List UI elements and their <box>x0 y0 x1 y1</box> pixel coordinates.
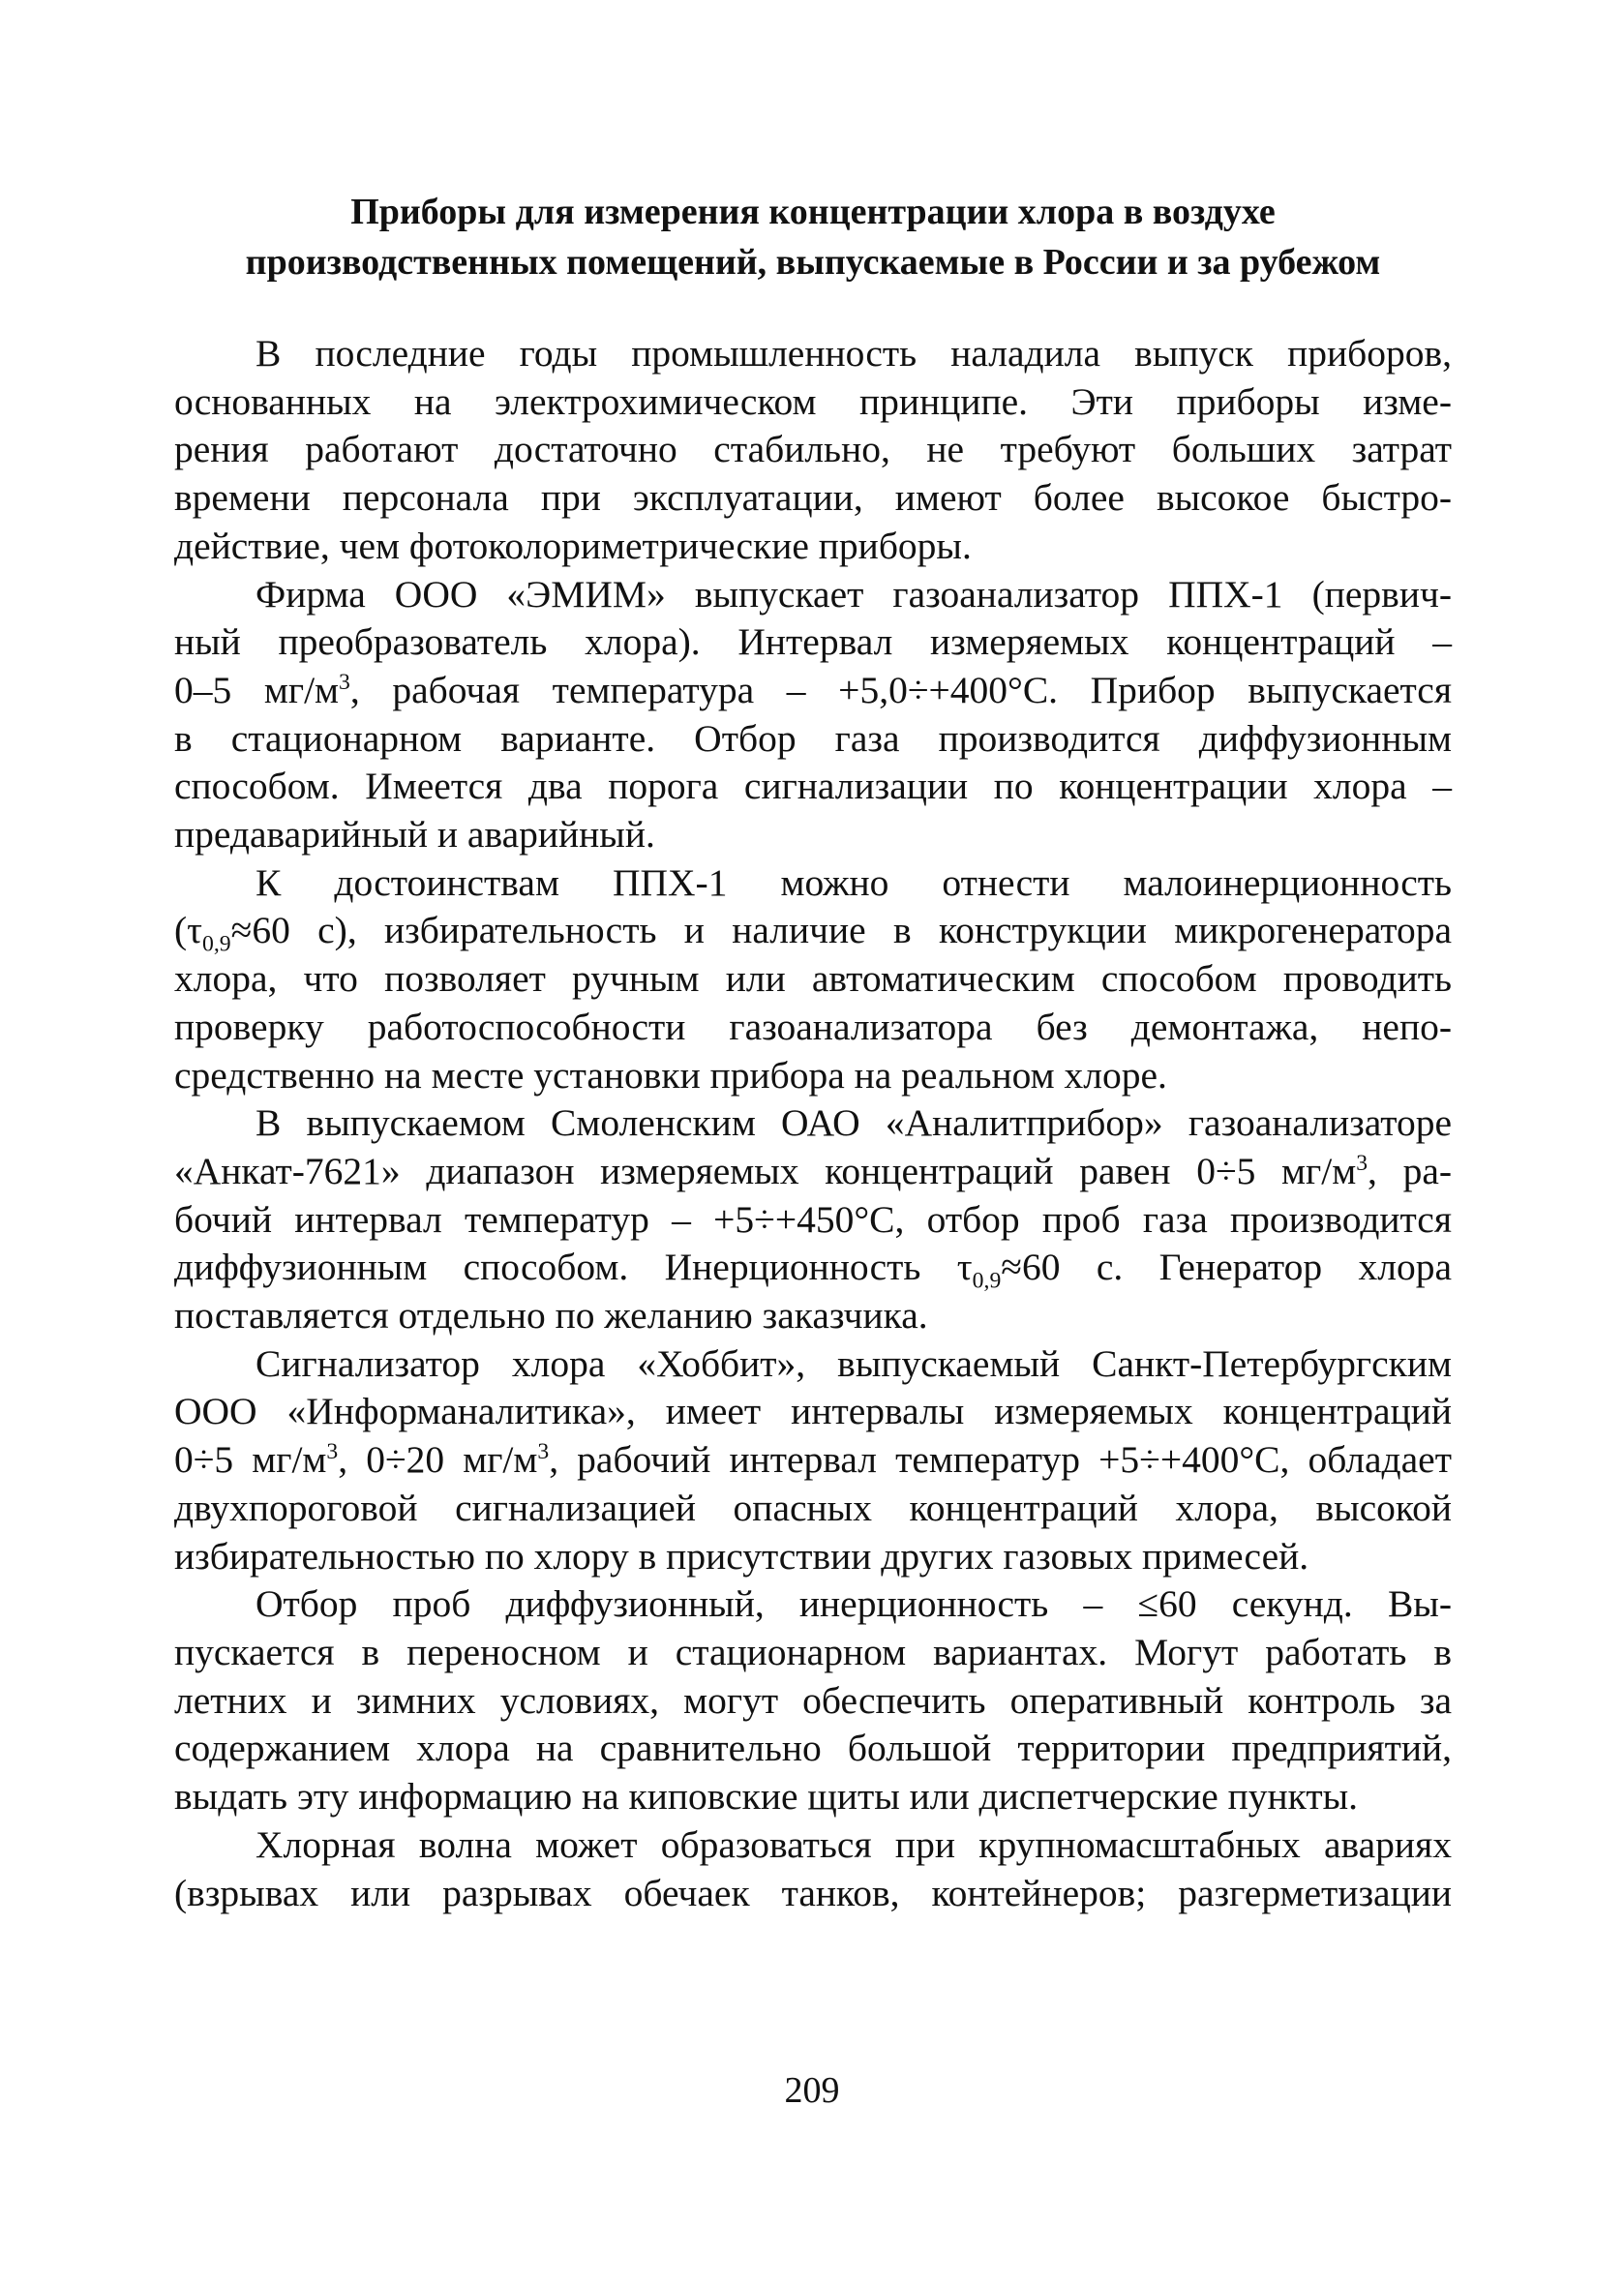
text-line: проверку работоспособности газоанализатора без демонтажа, непо- <box>174 1005 1452 1048</box>
section-title <box>174 187 1452 287</box>
paragraph <box>174 859 1452 1100</box>
text-line: Отбор проб диффузионный, инерционность – ≤60 секунд. Вы- <box>256 1582 1452 1626</box>
text-line: (взрывах или разрывах обечаек танков, контейнеров; разгерметизации <box>174 1871 1452 1914</box>
text-line: К достоинствам ППХ-1 можно отнести малоинерционность <box>256 860 1452 904</box>
text-line: Хлорная волна может образоваться при крупномасштабных авариях <box>256 1822 1452 1866</box>
text-line: действие, чем фотоколориметрические приборы. <box>174 524 972 567</box>
text-line: основанных на электрохимическом принципе. Эти приборы изме- <box>174 379 1452 423</box>
text-line: средственно на месте установки прибора на реальном хлоре. <box>174 1053 1167 1097</box>
text-line: 0÷5 $мг/м^3$, 0÷20 $мг/м^3$, рабочий интервал температур +5÷+400°С, обладает <box>174 1438 1452 1482</box>
text-line: бочий интервал температур – +5÷+450°С, отбор проб газа производится <box>174 1197 1452 1241</box>
text-line: в стационарном варианте. Отбор газа производится диффузионным <box>174 716 1452 760</box>
text-line: хлора, что позволяет ручным или автоматическим способом проводить <box>174 957 1452 1001</box>
text-line: времени персонала при эксплуатации, имеют более высокое быстро- <box>174 476 1452 520</box>
text-line: ООО «Информаналитика», имеет интервалы измеряемых концентраций <box>174 1390 1452 1433</box>
text-line: Фирма ООО «ЭМИМ» выпускает газоанализатор ППХ-1 (первич- <box>256 572 1452 616</box>
text-line: способом. Имеется два порога сигнализации по концентрации хлора – <box>174 765 1452 808</box>
page-number: 209 <box>784 2070 840 2111</box>
paragraph <box>174 1340 1452 1581</box>
text-line: поставляется отдельно по желанию заказчика. <box>174 1294 928 1338</box>
paragraph <box>174 1580 1452 1821</box>
text-line: Сигнализатор хлора «Хоббит», выпускаемый Санкт-Петербургским <box>256 1341 1452 1385</box>
text-line: рения работают достаточно стабильно, не требуют больших затрат <box>174 428 1452 471</box>
paragraph <box>174 330 1452 571</box>
text-line: летних и зимних условиях, могут обеспечить оперативный контроль за <box>174 1678 1452 1722</box>
title-line-2: производственных помещений, выпускаемые в России и за рубежом <box>245 242 1381 283</box>
paragraph <box>174 1821 1452 1917</box>
text-line: В последние годы промышленность наладила выпуск приборов, <box>256 332 1452 375</box>
text-line: В выпускаемом Смоленским ОАО «Аналитприбор» газоанализаторе <box>256 1101 1452 1145</box>
text-line: ный преобразователь хлора). Интервал измеряемых концентраций – <box>174 620 1452 664</box>
text-line: «Анкат-7621» диапазон измеряемых концентраций равен 0÷5 $мг/м^3$, ра- <box>174 1149 1452 1192</box>
text-line: избирательностью по хлору в присутствии других газовых примесей. <box>174 1534 1309 1578</box>
text-line: содержанием хлора на сравнительно большой территории предприятий, <box>174 1727 1452 1770</box>
text-line: выдать эту информацию на киповские щиты или диспетчерские пункты. <box>174 1775 1358 1819</box>
text-line: предаварийный и аварийный. <box>174 813 655 857</box>
text-line: ($\tau_{0,9}\approx 60$ с), избирательность и наличие в конструкции микрогенератора <box>174 909 1452 957</box>
paragraph <box>174 1099 1452 1340</box>
text-line: пускается в переносном и стационарном вариантах. Могут работать в <box>174 1630 1452 1673</box>
text-line: двухпороговой сигнализацией опасных концентраций хлора, высокой <box>174 1486 1452 1529</box>
title-line-1: Приборы для измерения концентрации хлора в воздухе <box>350 192 1276 232</box>
text-line: 0–5 $мг/м^3$, рабочая температура – +5,0÷+400°С. Прибор выпускается <box>174 668 1453 711</box>
paragraph <box>174 571 1452 859</box>
body-text <box>174 330 1452 1917</box>
text-line: диффузионным способом. Инерционность $\tau_{0,9}\approx 60$ с. Генератор хлора <box>174 1246 1452 1294</box>
